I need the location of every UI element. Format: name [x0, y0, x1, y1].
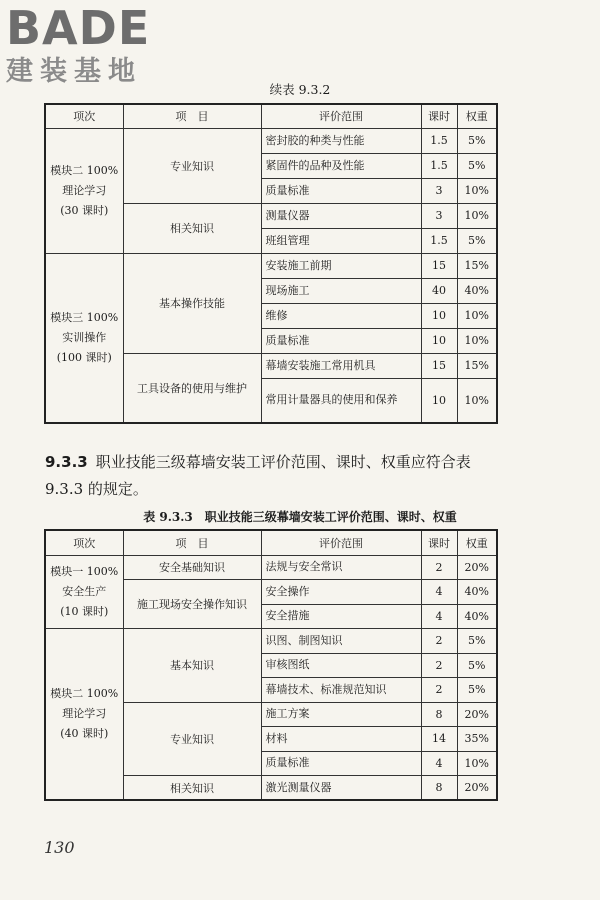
weight-cell: 20%	[457, 555, 497, 580]
scope-cell: 安全操作	[261, 580, 421, 605]
item-cell: 基本知识	[123, 629, 261, 703]
scope-cell: 材料	[261, 727, 421, 752]
weight-cell: 5%	[457, 678, 497, 703]
scope-cell: 紧固件的品种及性能	[261, 153, 421, 178]
item-cell: 工具设备的使用与维护	[123, 353, 261, 423]
scope-cell: 常用计量器具的使用和保养	[261, 378, 421, 423]
weight-cell: 15%	[457, 253, 497, 278]
module-line: 模块二 100%	[50, 163, 119, 177]
item-cell: 施工现场安全操作知识	[123, 580, 261, 629]
module-line: 模块二 100%	[50, 687, 119, 700]
hours-cell: 1.5	[421, 128, 457, 153]
weight-cell: 10%	[457, 303, 497, 328]
column-header: 课时	[421, 104, 457, 128]
scope-cell: 质量标准	[261, 178, 421, 203]
module-line: 模块一 100%	[50, 564, 119, 578]
weight-cell: 35%	[457, 727, 497, 752]
hours-cell: 1.5	[421, 153, 457, 178]
scope-cell: 密封胶的种类与性能	[261, 128, 421, 153]
module-line: (10 课时)	[60, 604, 109, 618]
module-line: (40 课时)	[60, 727, 109, 740]
module-cell	[45, 555, 123, 629]
scope-cell: 施工方案	[261, 702, 421, 727]
hours-cell: 2	[421, 555, 457, 580]
table-row	[45, 629, 497, 654]
weight-cell: 10%	[457, 378, 497, 423]
clause-9-3-3	[45, 449, 500, 503]
scope-cell: 质量标准	[261, 328, 421, 353]
hours-cell: 1.5	[421, 228, 457, 253]
hours-cell: 15	[421, 353, 457, 378]
weight-cell: 40%	[457, 604, 497, 629]
module-cell	[45, 253, 123, 423]
item-cell: 基本操作技能	[123, 253, 261, 353]
weight-cell: 40%	[457, 278, 497, 303]
weight-cell: 5%	[457, 653, 497, 678]
scope-cell: 安全措施	[261, 604, 421, 629]
weight-cell: 15%	[457, 353, 497, 378]
hours-cell: 8	[421, 776, 457, 801]
table-row	[45, 555, 497, 580]
table-row	[45, 128, 497, 153]
weight-cell: 10%	[457, 203, 497, 228]
item-cell: 安全基础知识	[123, 555, 261, 580]
scope-cell: 审核图纸	[261, 653, 421, 678]
column-header: 评价范围	[261, 530, 421, 555]
module-line: 理论学习	[62, 183, 107, 197]
item-cell: 相关知识	[123, 203, 261, 253]
logo-subtitle: 建装基地	[6, 56, 142, 87]
scope-cell: 幕墙技术、标准规范知识	[261, 678, 421, 703]
scope-cell: 幕墙安装施工常用机具	[261, 353, 421, 378]
hours-cell: 15	[421, 253, 457, 278]
weight-cell: 10%	[457, 328, 497, 353]
hours-cell: 8	[421, 702, 457, 727]
scope-cell: 维修	[261, 303, 421, 328]
hours-cell: 10	[421, 378, 457, 423]
weight-cell: 5%	[457, 153, 497, 178]
hours-cell: 2	[421, 629, 457, 654]
module-line: 理论学习	[62, 707, 107, 720]
weight-cell: 20%	[457, 776, 497, 801]
weight-cell: 10%	[457, 751, 497, 776]
header-row	[45, 530, 497, 555]
header-row	[45, 104, 497, 128]
weight-cell: 5%	[457, 228, 497, 253]
hours-cell: 2	[421, 653, 457, 678]
scope-cell: 现场施工	[261, 278, 421, 303]
table-9-3-3	[44, 529, 498, 801]
logo-wordmark: BADE	[6, 1, 151, 55]
scope-cell: 质量标准	[261, 751, 421, 776]
table-row	[45, 253, 497, 278]
scope-cell: 识图、制图知识	[261, 629, 421, 654]
clause-text: 职业技能三级幕墙安装工评价范围、课时、权重应符合表 9.3.3 的规定。	[45, 453, 471, 498]
weight-cell: 10%	[457, 178, 497, 203]
module-line: 安全生产	[62, 584, 107, 598]
column-header: 项 目	[123, 530, 261, 555]
column-header: 项 目	[123, 104, 261, 128]
hours-cell: 10	[421, 328, 457, 353]
hours-cell: 3	[421, 178, 457, 203]
scope-cell: 测量仪器	[261, 203, 421, 228]
column-header: 项次	[45, 530, 123, 555]
brand-logo	[6, 1, 151, 88]
module-cell	[45, 128, 123, 253]
column-header: 权重	[457, 104, 497, 128]
hours-cell: 3	[421, 203, 457, 228]
module-cell	[45, 629, 123, 801]
hours-cell: 4	[421, 751, 457, 776]
table-9-3-2-continued	[44, 103, 498, 424]
module-line: (30 课时)	[60, 203, 109, 217]
scope-cell: 班组管理	[261, 228, 421, 253]
hours-cell: 40	[421, 278, 457, 303]
scope-cell: 法规与安全常识	[261, 555, 421, 580]
hours-cell: 4	[421, 580, 457, 605]
hours-cell: 2	[421, 678, 457, 703]
scope-cell: 激光测量仪器	[261, 776, 421, 801]
module-line: 模块三 100%	[50, 310, 119, 324]
item-cell: 相关知识	[123, 776, 261, 801]
weight-cell: 5%	[457, 128, 497, 153]
table2-caption: 表 9.3.3 职业技能三级幕墙安装工评价范围、课时、权重	[143, 510, 457, 524]
module-line: 实训操作	[62, 330, 107, 344]
item-cell: 专业知识	[123, 128, 261, 203]
scope-cell: 安装施工前期	[261, 253, 421, 278]
weight-cell: 5%	[457, 629, 497, 654]
table1-caption: 续表 9.3.2	[269, 82, 331, 97]
weight-cell: 40%	[457, 580, 497, 605]
module-line: (100 课时)	[56, 350, 112, 364]
hours-cell: 10	[421, 303, 457, 328]
hours-cell: 14	[421, 727, 457, 752]
clause-number: 9.3.3	[45, 453, 88, 471]
item-cell: 专业知识	[123, 702, 261, 776]
column-header: 课时	[421, 530, 457, 555]
column-header: 项次	[45, 104, 123, 128]
column-header: 评价范围	[261, 104, 421, 128]
column-header: 权重	[457, 530, 497, 555]
page-number: 130	[44, 838, 75, 857]
hours-cell: 4	[421, 604, 457, 629]
weight-cell: 20%	[457, 702, 497, 727]
